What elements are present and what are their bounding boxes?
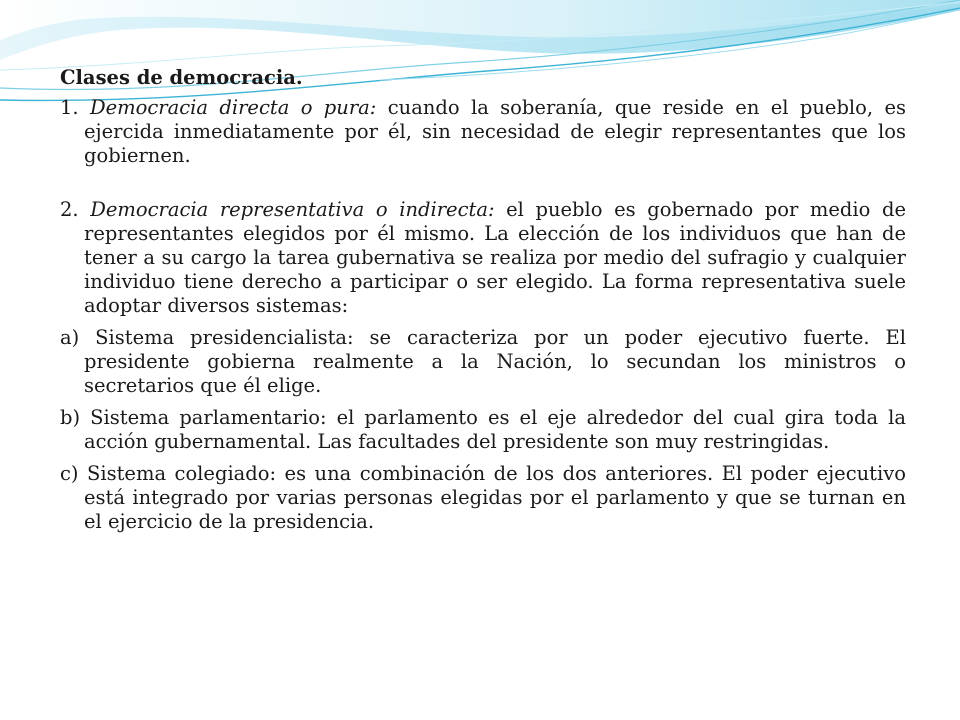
item-text: el pueblo es gobernado por medio de representantes elegidos por él mismo. La elección de los individuos que han de tener a su cargo la tarea gubernativa se realiza por medio del sufragio y cualquier individuo tiene derecho a participar o ser elegido. La forma representativa suele adoptar diversos sistemas:	[84, 198, 906, 317]
item-marker: 1.	[60, 96, 90, 119]
item-marker: c)	[60, 462, 87, 485]
item-direct-democracy	[60, 96, 906, 168]
item-collegiate-system	[60, 462, 906, 534]
item-marker: b)	[60, 406, 91, 429]
item-text: Sistema colegiado: es una combinación de los dos anteriores. El poder ejecutivo está integrado por varias personas elegidas por el parlamento y que se turnan en el ejercicio de la presidencia.	[84, 462, 906, 533]
item-marker: 2.	[60, 198, 91, 221]
slide-content	[60, 66, 906, 534]
item-term: Democracia representativa o indirecta:	[90, 198, 495, 221]
item-presidential-system	[60, 326, 906, 398]
item-marker: a)	[60, 326, 96, 349]
item-term: Democracia directa o pura:	[89, 96, 377, 119]
item-parliamentary-system	[60, 406, 906, 454]
item-text: cuando la soberanía, que reside en el pueblo, es ejercida inmediatamente por él, sin necesidad de elegir representantes que los gobiernen.	[84, 96, 906, 167]
item-text: Sistema presidencialista: se caracteriza por un poder ejecutivo fuerte. El presidente gobierna realmente a la Nación, lo secundan los ministros o secretarios que él elige.	[84, 326, 906, 397]
item-representative-democracy	[60, 198, 906, 318]
slide-title: Clases de democracia.	[60, 66, 303, 89]
item-text: Sistema parlamentario: el parlamento es el eje alrededor del cual gira toda la acción gubernamental. Las facultades del presidente son muy restringidas.	[84, 406, 906, 453]
